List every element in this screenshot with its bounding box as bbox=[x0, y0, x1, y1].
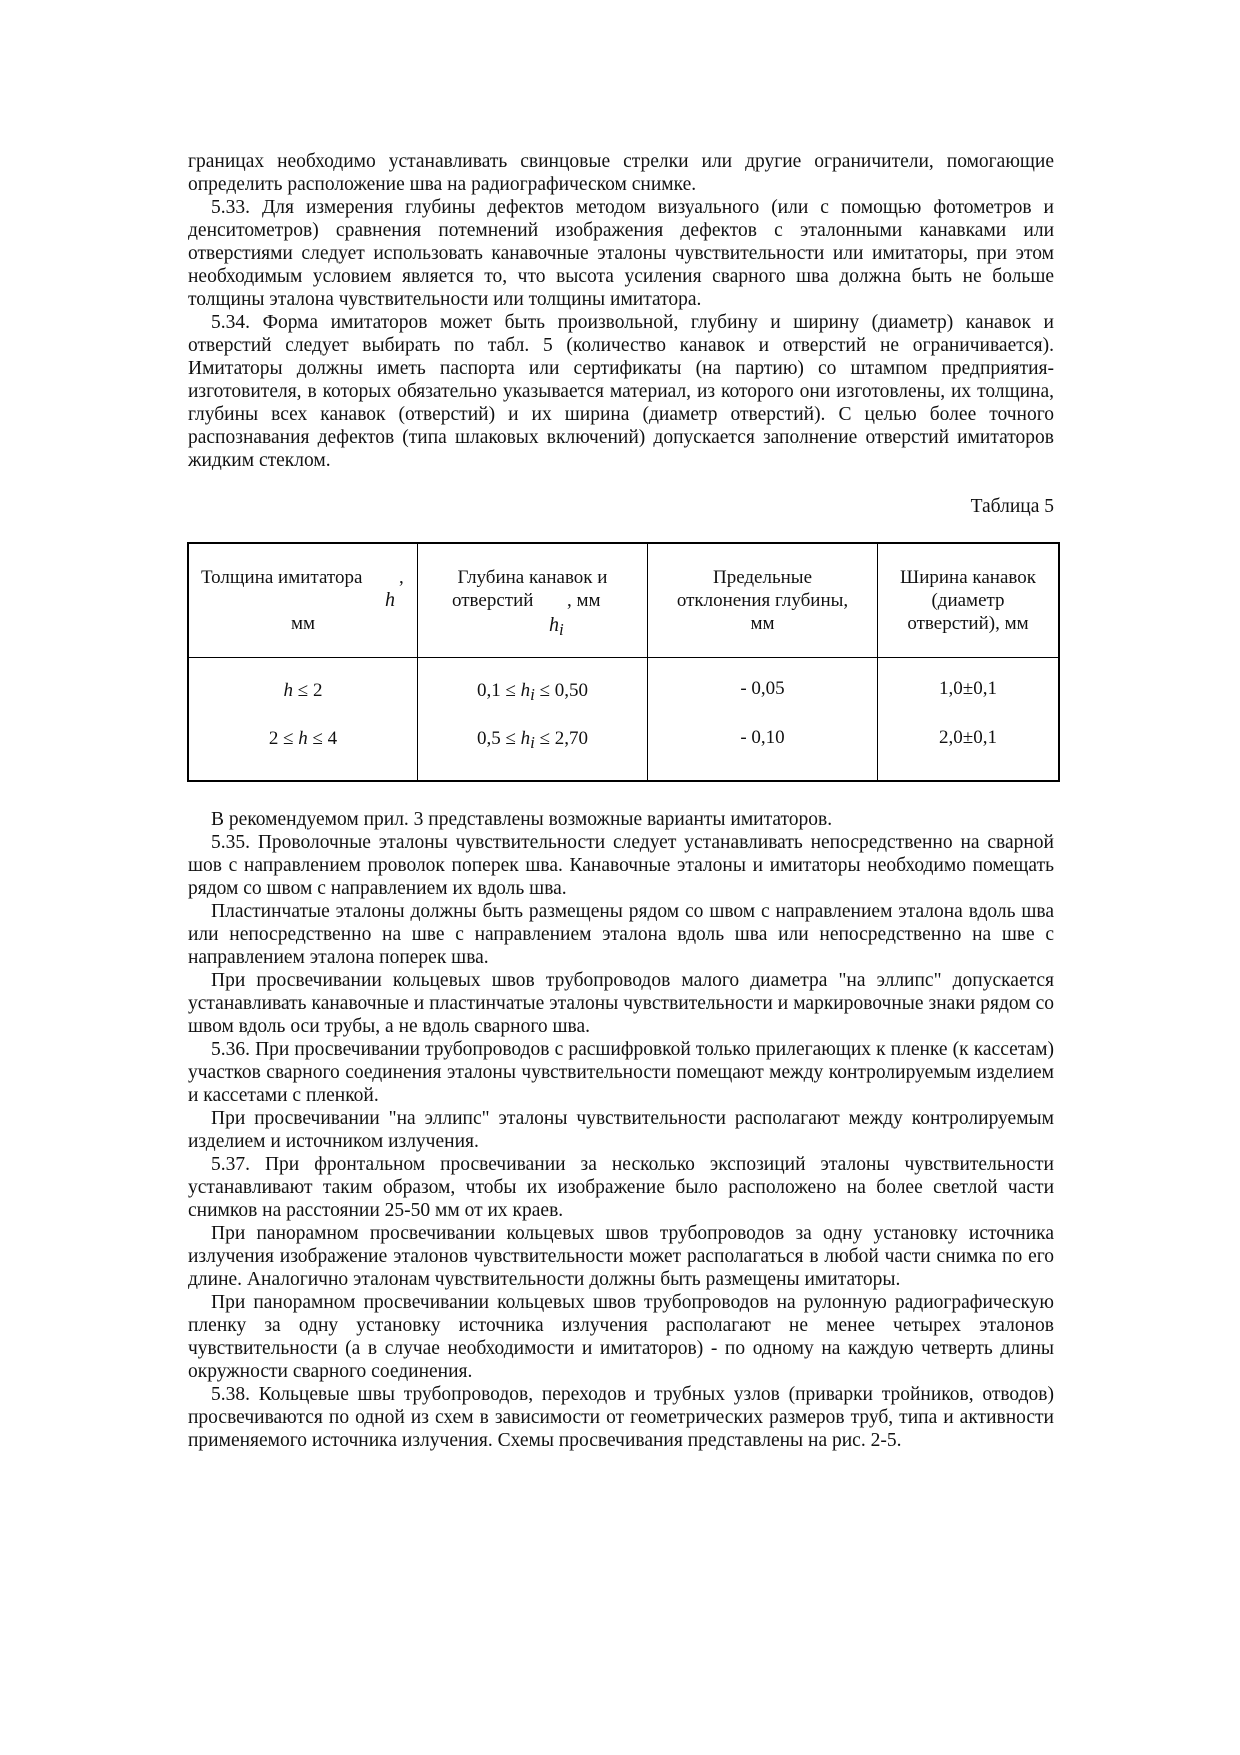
table-cell-depth bbox=[418, 728, 647, 753]
table-cell-tolerance: - 0,05 bbox=[740, 678, 785, 699]
header-thickness-comma: , bbox=[399, 567, 404, 588]
cell-prefix: 0,1 ≤ bbox=[476, 680, 521, 701]
cell-suffix: ≤ 0,50 bbox=[534, 680, 589, 701]
header-depth-line1: Глубина канавок и bbox=[457, 567, 608, 588]
header-depth-line2b: , мм bbox=[567, 590, 601, 611]
header-depth-var-letter: h bbox=[549, 614, 559, 636]
cell-suffix: ≤ 2 bbox=[293, 680, 323, 701]
table-cell-depth bbox=[418, 680, 647, 705]
table-5 bbox=[187, 542, 1060, 782]
paragraph: При панорамном просвечивании кольцевых швов трубопроводов за одну установку источника излучения изображение эталонов чувствительности может располагаться в любой части снимка по его длине. Аналогично эталонам чувствительности должны быть размещены имитаторы. bbox=[188, 1223, 1054, 1290]
paragraph: границах необходимо устанавливать свинцовые стрелки или другие ограничители, помогающие определить расположение шва на радиографическом снимке. bbox=[188, 151, 1054, 195]
cell-suffix: ≤ 4 bbox=[307, 728, 338, 749]
header-width-line1: Ширина канавок bbox=[900, 567, 1036, 588]
cell-var: h bbox=[520, 728, 531, 749]
header-width bbox=[878, 566, 1058, 635]
cell-var: h bbox=[520, 680, 531, 701]
paragraph-5-38: 5.38. Кольцевые швы трубопроводов, переходов и трубных узлов (приварки тройников, отводов) просвечиваются по одной из схем в зависимости от геометрических размеров труб, типа и активности применяемого источника излучения. Схемы просвечивания представлены на рис. 2-5. bbox=[188, 1384, 1054, 1451]
paragraph-5-36: 5.36. При просвечивании трубопроводов с расшифровкой только прилегающих к пленке (к кассетам) участков сварного соединения эталоны чувствительности помещают между контролируемым изделием и кассетами с пленкой. bbox=[188, 1039, 1054, 1106]
table-cell-width: 2,0±0,1 bbox=[939, 727, 997, 748]
header-tolerance-line1: Предельные bbox=[712, 567, 813, 588]
header-thickness-unit: мм bbox=[290, 613, 316, 634]
header-width-line2: (диаметр bbox=[931, 590, 1005, 611]
header-depth-var-sub: i bbox=[559, 620, 564, 639]
header-width-line3: отверстий), мм bbox=[907, 613, 1029, 634]
text-block-bottom bbox=[188, 808, 1054, 1452]
header-depth-line2a: отверстий bbox=[452, 590, 534, 611]
header-tolerance-line3: мм bbox=[750, 613, 775, 634]
table-cell-width: 1,0±0,1 bbox=[939, 678, 997, 699]
cell-suffix: ≤ 2,70 bbox=[534, 728, 589, 749]
header-depth bbox=[418, 566, 647, 639]
header-tolerance bbox=[648, 566, 877, 635]
paragraph-5-34: 5.34. Форма имитаторов может быть произвольной, глубину и ширину (диаметр) канавок и отверстий следует выбирать по табл. 5 (количество канавок и отверстий не ограничивается). Имитаторы должны иметь паспорта или сертификаты (на партию) со штампом предприятия-изготовителя, в которых обязательно указывается материал, из которого они изготовлены, их толщина, глубины всех канавок (отверстий) и их ширина (диаметр отверстий). С целью более точного распознавания дефектов (типа шлаковых включений) допускается заполнение отверстий имитаторов жидким стеклом. bbox=[188, 312, 1054, 471]
table-cell-tolerance: - 0,10 bbox=[740, 727, 785, 748]
cell-var-sub: i bbox=[530, 685, 535, 704]
text-block-top bbox=[188, 150, 1054, 472]
header-thickness-label: Толщина имитатора bbox=[201, 567, 363, 588]
header-depth-var bbox=[549, 614, 564, 641]
cell-var: h bbox=[283, 680, 294, 701]
cell-var-sub: i bbox=[530, 733, 535, 752]
paragraph-5-35: 5.35. Проволочные эталоны чувствительности следует устанавливать непосредственно на сварной шов с направлением проволок поперек шва. Канавочные эталоны и имитаторы необходимо помещать рядом со швом с направлением их вдоль шва. bbox=[188, 832, 1054, 899]
table-cell-thickness bbox=[189, 728, 417, 750]
header-thickness-var: h bbox=[385, 589, 395, 611]
paragraph: При панорамном просвечивании кольцевых швов трубопроводов на рулонную радиографическую пленку за одну установку источника излучения располагают не менее четырех эталонов чувствительности (а в случае необходимости и имитаторов) - по одному на каждую четверть длины окружности сварного соединения. bbox=[188, 1292, 1054, 1382]
table-header-divider bbox=[189, 657, 1058, 658]
paragraph: При просвечивании кольцевых швов трубопроводов малого диаметра "на эллипс" допускается устанавливать канавочные и пластинчатые эталоны чувствительности и маркировочные знаки рядом со швом вдоль оси трубы, а не вдоль сварного шва. bbox=[188, 970, 1054, 1037]
paragraph: При просвечивании "на эллипс" эталоны чувствительности располагают между контролируемым изделием и источником излучения. bbox=[188, 1108, 1054, 1152]
header-tolerance-line2: отклонения глубины, bbox=[676, 590, 849, 611]
cell-prefix: 2 ≤ bbox=[268, 728, 299, 749]
paragraph-5-37: 5.37. При фронтальном просвечивании за несколько экспозиций эталоны чувствительности устанавливают таким образом, чтобы их изображение было расположено на более светлой части снимков на расстоянии 25-50 мм от их краев. bbox=[188, 1154, 1054, 1221]
paragraph-5-33: 5.33. Для измерения глубины дефектов методом визуального (или с помощью фотометров и денситометров) сравнения потемнений изображения дефектов с эталонными канавками или отверстиями следует использовать канавочные эталоны чувствительности или имитаторы, при этом необходимым условием является то, что высота усиления сварного шва должна быть не больше толщины эталона чувствительности или толщины имитатора. bbox=[188, 197, 1054, 310]
table-caption: Таблица 5 bbox=[970, 496, 1054, 517]
cell-var: h bbox=[298, 728, 308, 749]
table-cell-thickness bbox=[189, 680, 417, 702]
cell-prefix: 0,5 ≤ bbox=[476, 728, 521, 749]
paragraph: В рекомендуемом прил. 3 представлены возможные варианты имитаторов. bbox=[211, 809, 833, 830]
paragraph: Пластинчатые эталоны должны быть размещены рядом со швом с направлением эталона вдоль шва или непосредственно на шве с направлением эталона вдоль шва или непосредственно на шве с направлением эталона поперек шва. bbox=[188, 901, 1054, 968]
header-thickness bbox=[189, 566, 417, 635]
